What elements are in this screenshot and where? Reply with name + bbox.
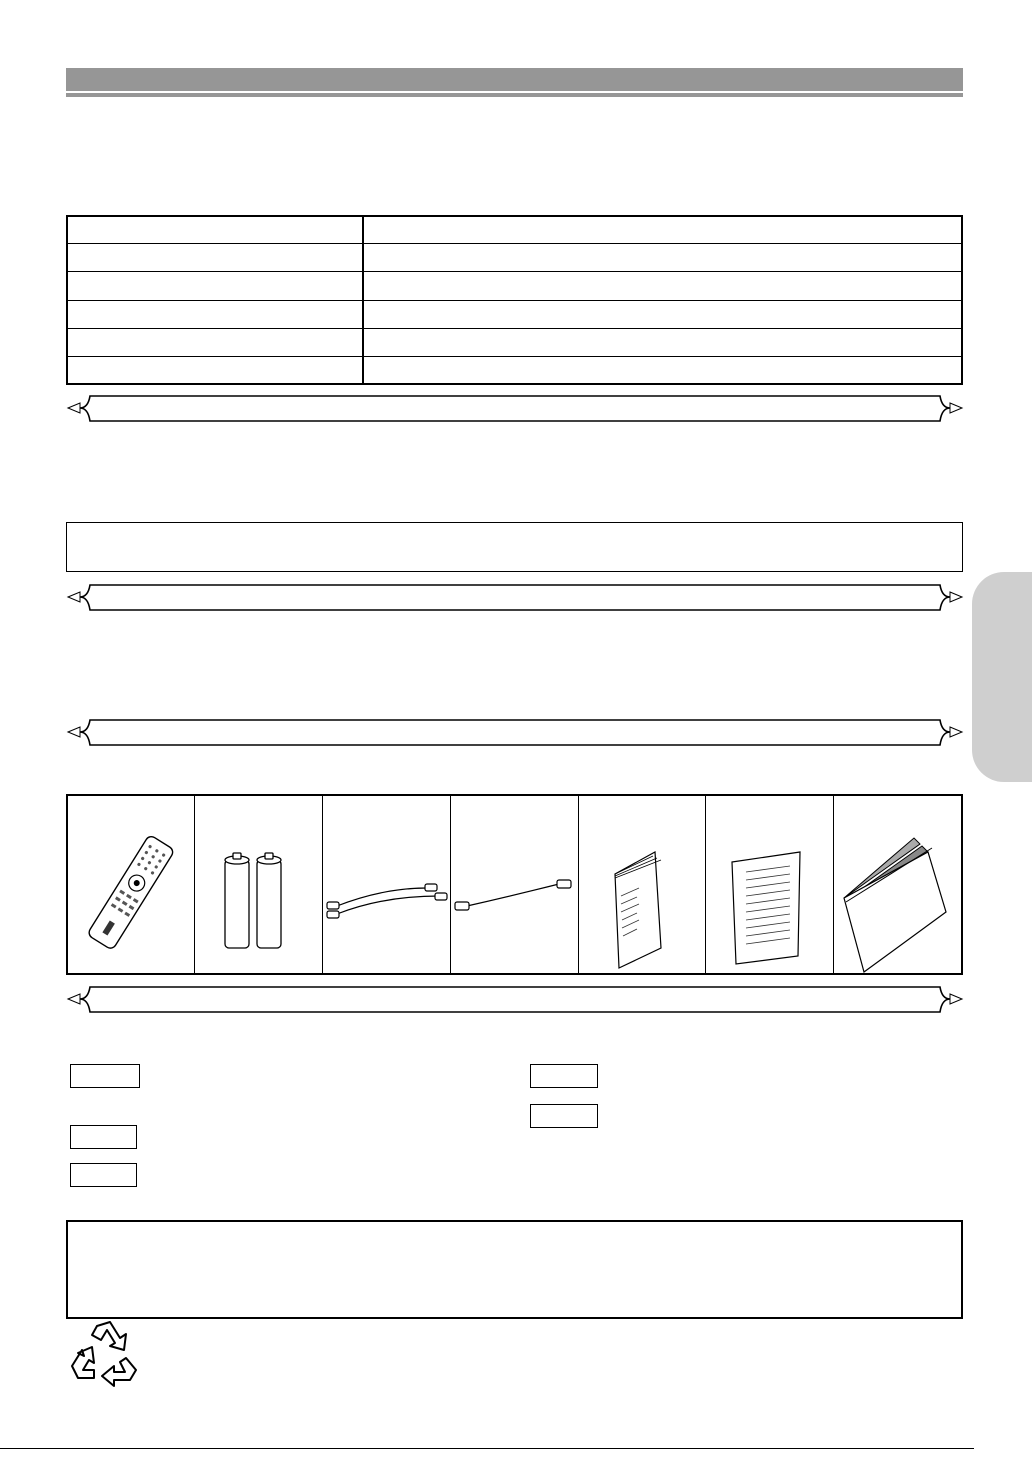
folded-leaflet-icon [834, 796, 961, 973]
accessory-item [68, 796, 194, 973]
page-title-bar [66, 68, 963, 91]
symbol-badge [530, 1104, 598, 1128]
manual-booklet-icon [579, 796, 705, 973]
recycle-icon [70, 1318, 144, 1390]
accessory-item [834, 796, 961, 973]
note-box [66, 1220, 963, 1319]
accessory-item [195, 796, 322, 973]
rf-cable-icon [451, 796, 578, 973]
footer-rule [0, 1448, 974, 1449]
section-header-frame [66, 717, 964, 749]
accessory-item [706, 796, 833, 973]
notice-box [66, 522, 963, 572]
accessory-item [323, 796, 450, 973]
section-header [66, 582, 964, 614]
section-header [66, 393, 964, 425]
spec-table [66, 215, 963, 385]
spec-row-line [68, 243, 961, 244]
accessory-item [451, 796, 578, 973]
symbol-badge [70, 1125, 137, 1149]
section-header-frame [66, 984, 964, 1016]
symbol-badge [70, 1064, 140, 1088]
spec-row-line [68, 356, 961, 357]
accessory-item [579, 796, 705, 973]
spec-row-line [68, 300, 961, 301]
batteries-icon [195, 796, 322, 973]
section-header-frame [66, 582, 964, 614]
symbol-badge [530, 1064, 598, 1088]
side-chapter-tab [972, 572, 1032, 782]
section-header [66, 717, 964, 749]
section-header-frame [66, 393, 964, 425]
printed-sheet-icon [706, 796, 833, 973]
spec-row-line [68, 271, 961, 272]
remote-control-icon [68, 796, 194, 973]
symbol-badge [70, 1163, 137, 1187]
spec-row-line [68, 328, 961, 329]
title-underline [66, 93, 963, 97]
accessories-grid [66, 794, 963, 975]
section-header [66, 984, 964, 1016]
av-cable-icon [323, 796, 450, 973]
